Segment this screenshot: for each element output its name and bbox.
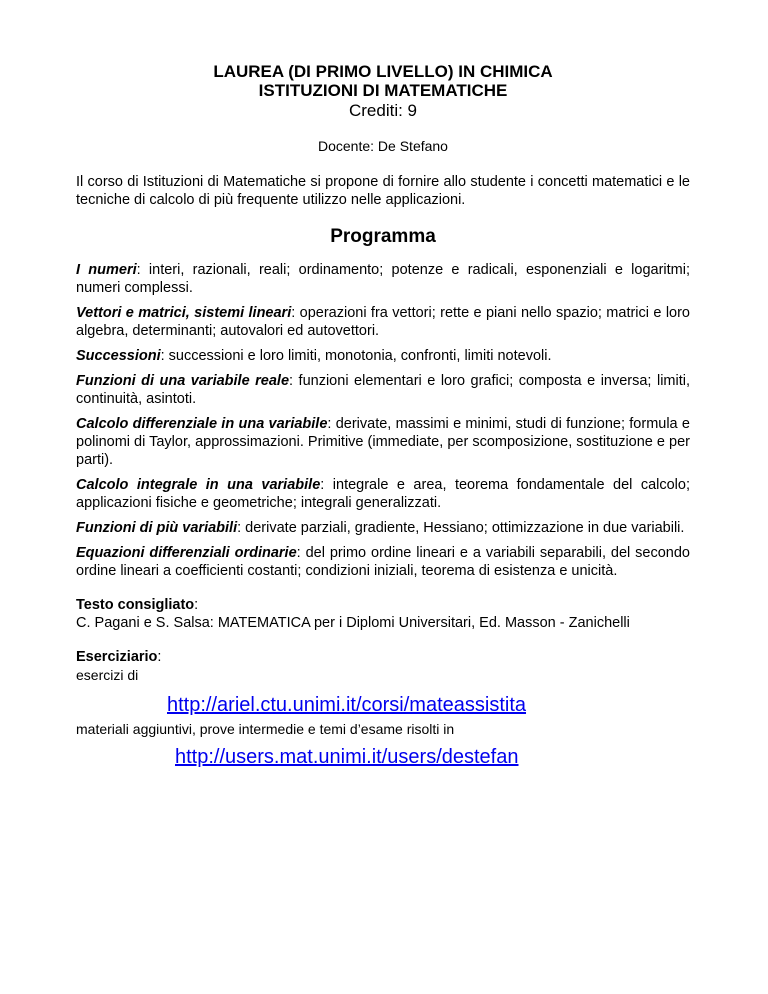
textbook-reference: C. Pagani e S. Salsa: MATEMATICA per i Diplomi Universitari, Ed. Masson - Zanichelli — [76, 615, 630, 631]
topic-title: Equazioni differenziali ordinarie — [76, 545, 297, 561]
exercises-heading — [76, 648, 690, 666]
topic-title: Vettori e matrici, sistemi lineari — [76, 305, 292, 321]
topic-item — [76, 476, 690, 512]
course-credits: Crediti: 9 — [348, 101, 418, 120]
topic-title: Funzioni di più variabili — [76, 520, 238, 536]
topic-text: : integrale e area, teorema fondamentale del calcolo; applicazioni fisiche e geometriche; integrali generalizzati. — [76, 477, 690, 511]
topic-title: Calcolo integrale in una variabile — [76, 477, 321, 493]
topic-text: : operazioni fra vettori; rette e piani nello spazio; matrici e loro algebra, determinanti; autovalori ed autovettori. — [76, 305, 690, 339]
mateassistita-link[interactable]: http://ariel.ctu.unimi.it/corsi/mateassistita — [167, 694, 527, 716]
course-teacher: Docente: De Stefano — [318, 138, 448, 154]
program-topics — [76, 261, 690, 580]
textbook-heading — [76, 596, 690, 614]
topic-item — [76, 415, 690, 469]
topic-text: : interi, razionali, reali; ordinamento; potenze e radicali, esponenziali e logaritmi; numeri complessi. — [76, 262, 690, 296]
destefan-link[interactable]: http://users.mat.unimi.it/users/destefan — [175, 746, 519, 768]
document-page — [76, 62, 690, 770]
exercises-colon: : — [157, 649, 162, 665]
textbook-section — [76, 596, 690, 632]
topic-title: Calcolo differenziale in una variabile — [76, 416, 328, 432]
topic-item — [76, 372, 690, 408]
exercises-line2: materiali aggiuntivi, prove intermedie e temi d’esame risolti in — [76, 721, 455, 737]
topic-text: : funzioni elementari e loro grafici; composta e inversa; limiti, continuità, asintoti. — [76, 373, 690, 407]
topic-item — [76, 261, 690, 297]
course-title-line1: LAUREA (DI PRIMO LIVELLO) IN CHIMICA — [213, 62, 553, 81]
topic-title: Funzioni di una variabile reale — [76, 373, 290, 389]
program-heading: Programma — [330, 226, 436, 247]
topic-text: : derivate, massimi e minimi, studi di funzione; formula e polinomi di Taylor, approssimazioni. Primitive (immediate, per scomposizione, sostituzione e per parti). — [76, 416, 690, 468]
topic-item — [76, 304, 690, 340]
course-intro: Il corso di Istituzioni di Matematiche si propone di fornire allo studente i concetti matematici e le tecniche di calcolo di più frequente utilizzo nelle applicazioni. — [76, 174, 690, 208]
exercises-label: Eserciziario — [76, 649, 158, 665]
textbook-colon: : — [194, 597, 199, 613]
course-title-line2: ISTITUZIONI DI MATEMATICHE — [258, 81, 508, 100]
exercises-section — [76, 648, 690, 770]
topic-title: I numeri — [76, 262, 137, 278]
topic-text: : derivate parziali, gradiente, Hessiano; ottimizzazione in due variabili. — [237, 520, 685, 536]
topic-item — [76, 519, 690, 537]
exercises-line1: esercizi di — [76, 667, 139, 683]
topic-item — [76, 347, 690, 365]
topic-item — [76, 544, 690, 580]
topic-text: : successioni e loro limiti, monotonia, confronti, limiti notevoli. — [160, 348, 552, 364]
textbook-label: Testo consigliato — [76, 597, 195, 613]
topic-text: : del primo ordine lineari e a variabili separabili, del secondo ordine lineari a coefficienti costanti; condizioni iniziali, teorema di esistenza e unicità. — [76, 545, 690, 579]
topic-title: Successioni — [76, 348, 161, 364]
